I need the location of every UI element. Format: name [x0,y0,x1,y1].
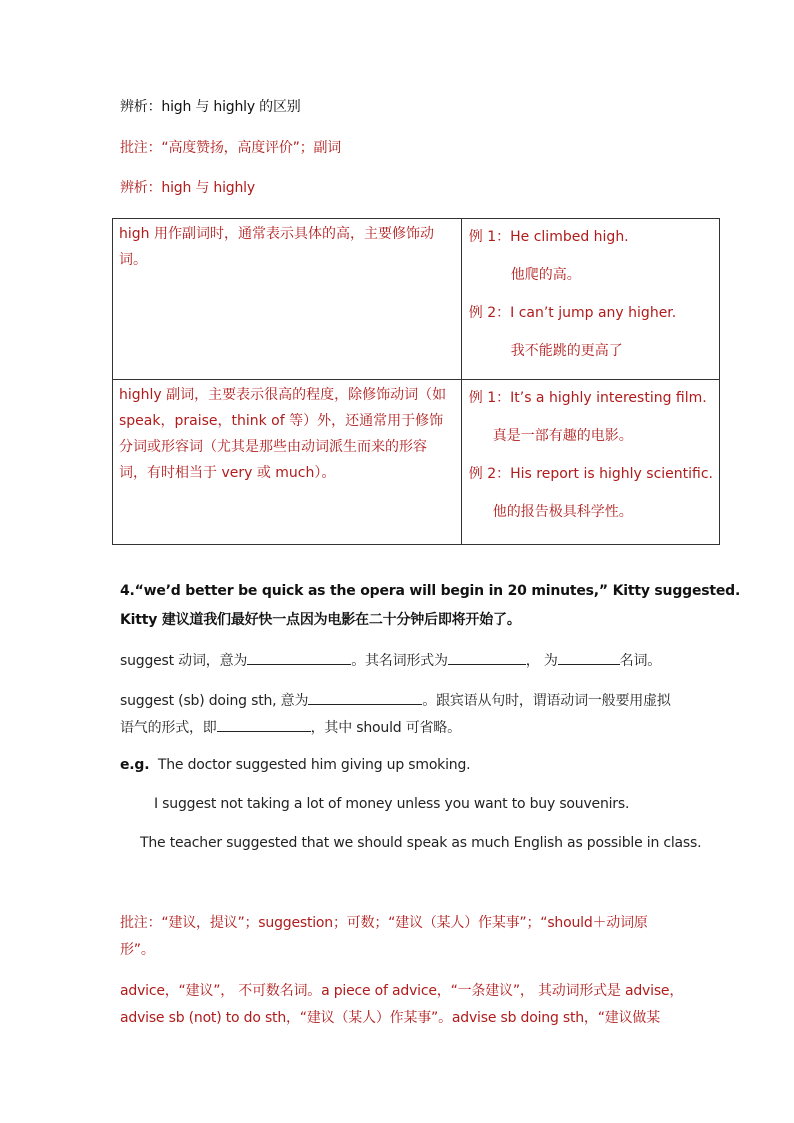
annotation-note-2-line-2: 形”。 [120,942,155,958]
item-4-sentence: 4.“we’d better be quick as the opera will begin in 20 minutes,” Kitty suggested. [120,583,741,599]
table-row-high [113,219,720,380]
fill-2-text-b: 。跟宾语从句时，谓语动词一般要用虚拟 [422,693,671,709]
fill-line-1 [120,650,661,670]
fill-line-3 [120,717,461,737]
example-2: 例 2：His report is highly scientific. [468,466,713,482]
example-1-translation: 真是一部有趣的电影。 [492,428,633,444]
comparison-table [112,218,720,545]
fill-3-text-d: ，其中 should 可省略。 [310,720,461,736]
fill-3-text-c: 语气的形式，即 [120,720,217,736]
heading-high-vs-highly-difference: 辨析：high 与 highly 的区别 [120,99,301,115]
example-sentence-3: The teacher suggested that we should speak as much English as possible in class. [140,835,702,851]
cell-high-explanation: high 用作副词时，通常表示具体的高，主要修饰动词。 [113,219,462,380]
example-2-translation: 他的报告极具科学性。 [492,504,633,520]
item-4-translation: Kitty 建议道我们最好快一点因为电影在二十分钟后即将开始了。 [120,612,521,628]
fill-line-2 [120,690,671,710]
fill-1-text-a: suggest 动词，意为 [120,653,248,669]
example-sentence-1 [120,757,470,773]
blank-noun-form[interactable] [448,652,526,665]
blank-subjunctive-form[interactable] [217,719,311,732]
cell-highly-examples [461,380,719,545]
blank-meaning[interactable] [247,652,351,665]
eg-sentence-1-text: The doctor suggested him giving up smoking. [157,757,471,773]
blank-noun-type[interactable] [558,652,620,665]
advice-line-1: advice，“建议”， 不可数名词。a piece of advice，“一条建议”， 其动词形式是 advise， [120,983,684,999]
example-2-translation: 我不能跳的更高了 [510,343,623,359]
eg-label: e.g. [120,757,150,773]
fill-2-text-a: suggest (sb) doing sth, 意为 [120,693,309,709]
fill-1-text-d: 名词。 [619,653,662,669]
example-1-translation: 他爬的高。 [510,267,581,283]
cell-highly-explanation: highly 副词，主要表示很高的程度，除修饰动词（如speak，praise，think of 等）外，还通常用于修饰分词或形容词（尤其是那些由动词派生而来的形容词，有时相当于 very 或 much）。 [113,380,462,545]
advice-line-2: advise sb (not) to do sth，“建议（某人）作某事”。advise sb doing sth，“建议做某 [120,1010,660,1026]
example-sentence-2: I suggest not taking a lot of money unless you want to buy souvenirs. [154,796,630,812]
example-1: 例 1：He climbed high. [468,229,629,245]
heading-high-vs-highly: 辨析：high 与 highly [120,180,255,196]
fill-1-text-b: 。其名词形式为 [351,653,448,669]
table-row-highly [113,380,720,545]
annotation-note-2-line-1: 批注：“建议，提议”；suggestion；可数；“建议（某人）作某事”；“should＋动词原 [120,915,648,931]
fill-1-text-c: ， 为 [525,653,558,669]
annotation-note-1: 批注：“高度赞扬，高度评价”；副词 [120,140,342,156]
example-2: 例 2：I can’t jump any higher. [468,305,677,321]
example-1: 例 1：It’s a highly interesting film. [468,390,707,406]
blank-doing-meaning[interactable] [308,692,422,705]
cell-high-examples [461,219,719,380]
